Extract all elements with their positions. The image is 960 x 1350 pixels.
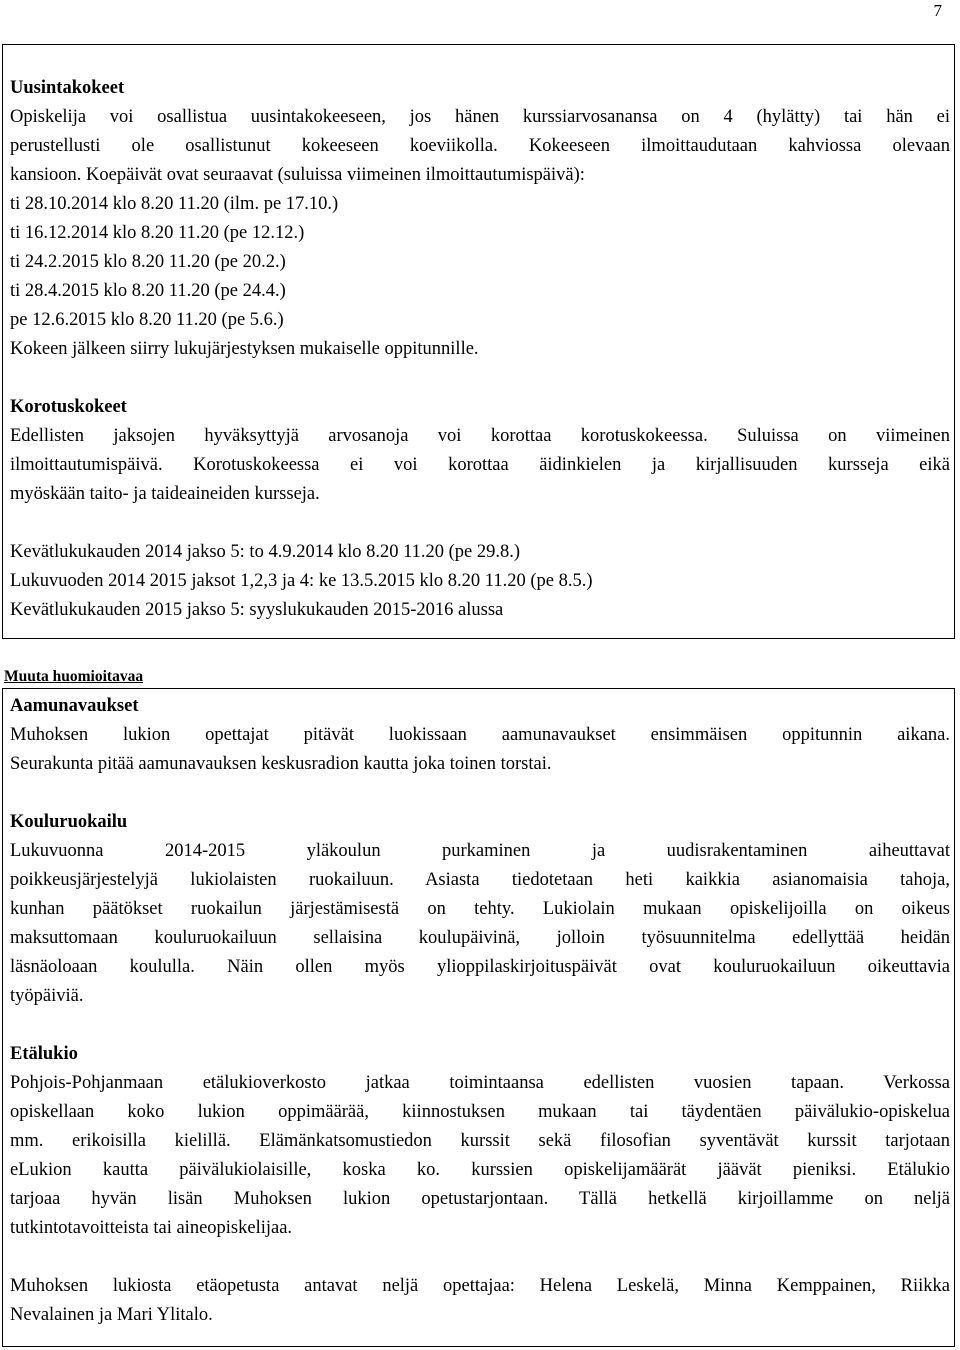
exam-date: ti 28.4.2015 klo 8.20 11.20 (pe 24.4.): [10, 281, 286, 301]
paragraph-line: Seurakunta pitää aamunavauksen keskusradion kautta joka toinen torstai.: [10, 754, 552, 774]
paragraph-line: Muhoksen lukion opettajat pitävät luokissaan aamunavaukset ensimmäisen oppitunnin aikana.: [10, 725, 950, 745]
paragraph-line: Lukuvuonna 2014-2015 yläkoulun purkaminen ja uudisrakentaminen aiheuttavat: [10, 841, 950, 861]
exam-date: ti 24.2.2015 klo 8.20 11.20 (pe 20.2.): [10, 252, 286, 272]
paragraph-line: ilmoittautumispäivä. Korotuskokeessa ei voi korottaa äidinkielen ja kirjallisuuden kursseja eikä: [10, 455, 950, 475]
korotuskokeet-heading: Korotuskokeet: [10, 397, 127, 417]
uusintakokeet-heading: Uusintakokeet: [10, 78, 125, 98]
exam-info-content: [10, 74, 950, 625]
paragraph-line: Edellisten jaksojen hyväksyttyjä arvosanoja voi korottaa korotuskokeessa. Suluissa on viimeinen: [10, 426, 950, 446]
etalukio-heading: Etälukio: [10, 1044, 78, 1064]
paragraph-line: kunhan päätökset ruokailun järjestämisestä on tehty. Lukiolain mukaan opiskelijoilla on oikeus: [10, 899, 950, 919]
paragraph-line: Opiskelija voi osallistua uusintakokeeseen, jos hänen kurssiarvosanansa on 4 (hylätty) tai hän ei: [10, 107, 950, 127]
kouluruokailu-heading: Kouluruokailu: [10, 812, 128, 832]
paragraph-line: Pohjois-Pohjanmaan etälukioverkosto jatkaa toimintaansa edellisten vuosien tapaan. Verkossa: [10, 1073, 950, 1093]
paragraph-line: kansioon. Koepäivät ovat seuraavat (suluissa viimeinen ilmoittautumispäivä):: [10, 165, 585, 185]
paragraph-line: eLukion kautta päivälukiolaisille, koska ko. kurssien opiskelijamäärät jäävät pieniksi. Etälukio: [10, 1160, 950, 1180]
paragraph-line: perustellusti ole osallistunut kokeeseen koeviikolla. Kokeeseen ilmoittaudutaan kahviossa olevaan: [10, 136, 950, 156]
schedule-line: Kevätlukukauden 2014 jakso 5: to 4.9.2014 klo 8.20 11.20 (pe 29.8.): [10, 542, 521, 562]
schedule-line: Lukuvuoden 2014 2015 jaksot 1,2,3 ja 4: ke 13.5.2015 klo 8.20 11.20 (pe 8.5.): [10, 571, 593, 591]
paragraph-line: maksuttomaan kouluruokailuun sellaisina koulupäivinä, jolloin työsuunnitelma edellyttää heidän: [10, 928, 950, 948]
muuta-huomioitavaa-title: Muuta huomioitavaa: [4, 668, 144, 685]
page-number: 7: [933, 1, 942, 20]
paragraph-line: poikkeusjärjestelyjä lukiolaisten ruokailuun. Asiasta tiedotetaan heti kaikkia asianomaisia tahoja,: [10, 870, 950, 890]
paragraph-line: Muhoksen lukiosta etäopetusta antavat neljä opettajaa: Helena Leskelä, Minna Kemppainen, Riikka: [10, 1276, 950, 1296]
paragraph-line: Kokeen jälkeen siirry lukujärjestyksen mukaiselle oppitunnille.: [10, 339, 479, 359]
other-info-content: [10, 692, 950, 1330]
aamunavaukset-heading: Aamunavaukset: [10, 696, 139, 716]
paragraph-line: tarjoaa hyvän lisän Muhoksen lukion opetustarjontaan. Tällä hetkellä kirjoillamme on neljä: [10, 1189, 950, 1209]
paragraph-line: läsnäoloaan koululla. Näin ollen myös ylioppilaskirjoituspäivät ovat kouluruokailuun oikeuttavia: [10, 957, 950, 977]
paragraph-line: opiskellaan koko lukion oppimäärää, kiinnostuksen mukaan tai täydentäen päivälukio-opiskelua: [10, 1102, 950, 1122]
exam-date: ti 28.10.2014 klo 8.20 11.20 (ilm. pe 17.10.): [10, 194, 339, 214]
paragraph-line: työpäiviä.: [10, 986, 84, 1006]
paragraph-line: myöskään taito- ja taideaineiden kursseja.: [10, 484, 320, 504]
exam-date: pe 12.6.2015 klo 8.20 11.20 (pe 5.6.): [10, 310, 284, 330]
paragraph-line: Nevalainen ja Mari Ylitalo.: [10, 1305, 213, 1325]
paragraph-line: mm. erikoisilla kielillä. Elämänkatsomustiedon kurssit sekä filosofian syventävät kurssit tarjotaan: [10, 1131, 950, 1151]
exam-date: ti 16.12.2014 klo 8.20 11.20 (pe 12.12.): [10, 223, 305, 243]
schedule-line: Kevätlukukauden 2015 jakso 5: syyslukukauden 2015-2016 alussa: [10, 600, 504, 620]
paragraph-line: tutkintotavoitteista tai aineopiskelijaa.: [10, 1218, 293, 1238]
